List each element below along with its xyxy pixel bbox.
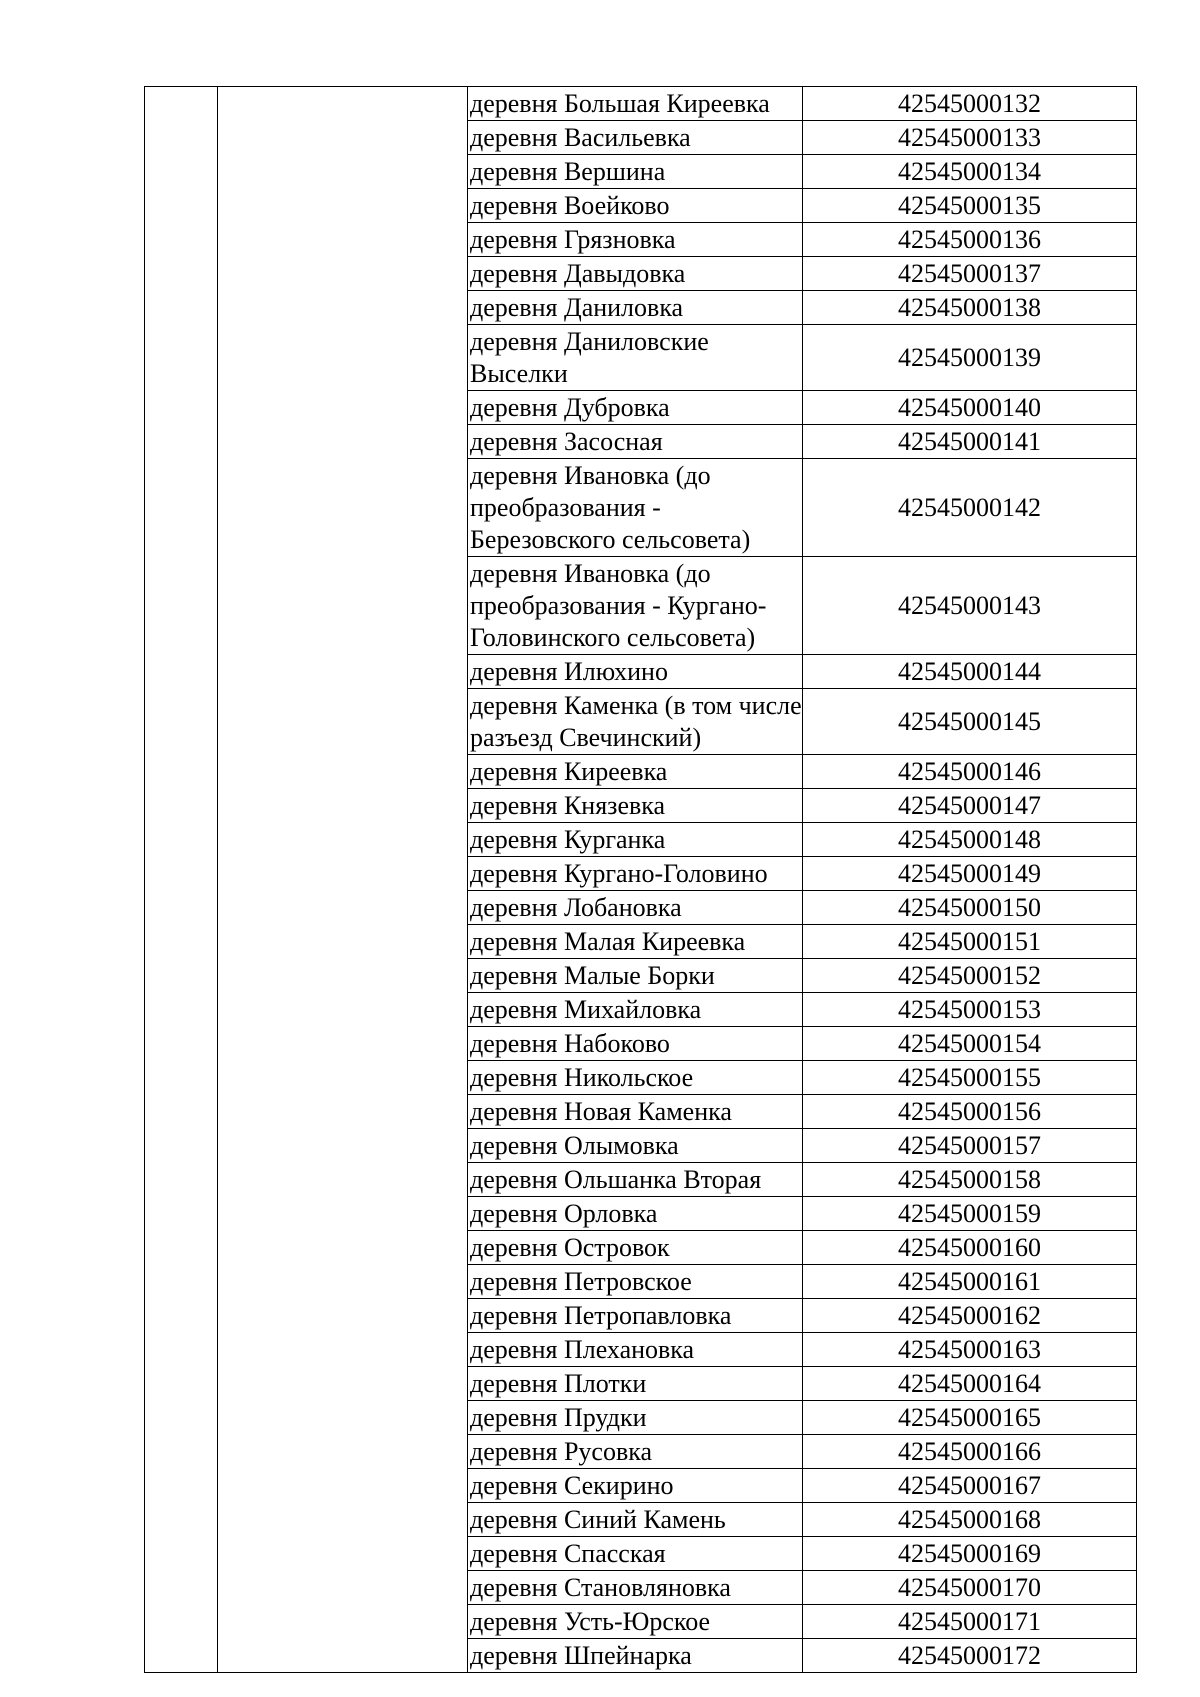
settlement-name-cell: деревня Вершина [468, 155, 803, 189]
oktmo-code-cell: 42545000141 [803, 425, 1137, 459]
settlement-name-cell: деревня Большая Киреевка [468, 87, 803, 121]
empty-number-column [145, 87, 218, 1673]
settlement-name-cell: деревня Петровское [468, 1265, 803, 1299]
settlement-name-cell: деревня Засосная [468, 425, 803, 459]
settlement-name-cell: деревня Орловка [468, 1197, 803, 1231]
oktmo-code-cell: 42545000165 [803, 1401, 1137, 1435]
settlement-name-cell: деревня Воейково [468, 189, 803, 223]
settlements-table [144, 86, 1137, 1673]
oktmo-code-cell: 42545000148 [803, 823, 1137, 857]
settlement-name-cell: деревня Секирино [468, 1469, 803, 1503]
oktmo-code-cell: 42545000162 [803, 1299, 1137, 1333]
oktmo-code-cell: 42545000155 [803, 1061, 1137, 1095]
settlement-name-cell: деревня Курганка [468, 823, 803, 857]
table-body [145, 87, 1137, 1673]
settlement-name-cell: деревня Спасская [468, 1537, 803, 1571]
oktmo-code-cell: 42545000170 [803, 1571, 1137, 1605]
oktmo-code-cell: 42545000135 [803, 189, 1137, 223]
settlement-name-cell: деревня Русовка [468, 1435, 803, 1469]
oktmo-code-cell: 42545000136 [803, 223, 1137, 257]
settlement-name-cell: деревня Грязновка [468, 223, 803, 257]
settlement-name-cell: деревня Становляновка [468, 1571, 803, 1605]
oktmo-code-cell: 42545000139 [803, 325, 1137, 391]
oktmo-code-cell: 42545000160 [803, 1231, 1137, 1265]
oktmo-code-cell: 42545000144 [803, 655, 1137, 689]
settlement-name-cell: деревня Ольшанка Вторая [468, 1163, 803, 1197]
oktmo-code-cell: 42545000167 [803, 1469, 1137, 1503]
oktmo-code-cell: 42545000153 [803, 993, 1137, 1027]
settlement-name-cell: деревня Лобановка [468, 891, 803, 925]
oktmo-code-cell: 42545000140 [803, 391, 1137, 425]
table-row [145, 87, 1137, 121]
oktmo-code-cell: 42545000158 [803, 1163, 1137, 1197]
oktmo-code-cell: 42545000143 [803, 557, 1137, 655]
settlement-name-cell: деревня Синий Камень [468, 1503, 803, 1537]
oktmo-code-cell: 42545000134 [803, 155, 1137, 189]
settlement-name-cell: деревня Прудки [468, 1401, 803, 1435]
oktmo-code-cell: 42545000166 [803, 1435, 1137, 1469]
settlement-name-cell: деревня Давыдовка [468, 257, 803, 291]
settlement-name-cell: деревня Островок [468, 1231, 803, 1265]
oktmo-code-cell: 42545000159 [803, 1197, 1137, 1231]
oktmo-code-cell: 42545000133 [803, 121, 1137, 155]
oktmo-code-cell: 42545000146 [803, 755, 1137, 789]
settlement-name-cell: деревня Набоково [468, 1027, 803, 1061]
oktmo-code-cell: 42545000164 [803, 1367, 1137, 1401]
oktmo-code-cell: 42545000161 [803, 1265, 1137, 1299]
settlement-name-cell: деревня Илюхино [468, 655, 803, 689]
settlement-name-cell: деревня Новая Каменка [468, 1095, 803, 1129]
settlement-name-cell: деревня Плотки [468, 1367, 803, 1401]
settlement-name-cell: деревня Петропавловка [468, 1299, 803, 1333]
settlement-name-cell: деревня Малая Киреевка [468, 925, 803, 959]
settlement-name-cell: деревня Киреевка [468, 755, 803, 789]
settlement-name-cell: деревня Малые Борки [468, 959, 803, 993]
oktmo-code-cell: 42545000142 [803, 459, 1137, 557]
settlement-name-cell: деревня Васильевка [468, 121, 803, 155]
settlement-name-cell: деревня Михайловка [468, 993, 803, 1027]
oktmo-code-cell: 42545000138 [803, 291, 1137, 325]
settlement-name-cell: деревня Никольское [468, 1061, 803, 1095]
oktmo-code-cell: 42545000132 [803, 87, 1137, 121]
oktmo-code-cell: 42545000163 [803, 1333, 1137, 1367]
oktmo-code-cell: 42545000171 [803, 1605, 1137, 1639]
settlement-name-cell: деревня Даниловские Выселки [468, 325, 803, 391]
oktmo-code-cell: 42545000154 [803, 1027, 1137, 1061]
settlement-name-cell: деревня Ивановка (до преобразования - Кургано-Головинского сельсовета) [468, 557, 803, 655]
settlement-name-cell: деревня Даниловка [468, 291, 803, 325]
oktmo-code-cell: 42545000172 [803, 1639, 1137, 1673]
oktmo-code-cell: 42545000150 [803, 891, 1137, 925]
oktmo-code-cell: 42545000149 [803, 857, 1137, 891]
oktmo-code-cell: 42545000169 [803, 1537, 1137, 1571]
settlement-name-cell: деревня Олымовка [468, 1129, 803, 1163]
settlement-name-cell: деревня Шпейнарка [468, 1639, 803, 1673]
oktmo-code-cell: 42545000156 [803, 1095, 1137, 1129]
settlement-name-cell: деревня Кургано-Головино [468, 857, 803, 891]
oktmo-code-cell: 42545000137 [803, 257, 1137, 291]
settlement-name-cell: деревня Ивановка (до преобразования - Березовского сельсовета) [468, 459, 803, 557]
settlement-name-cell: деревня Дубровка [468, 391, 803, 425]
oktmo-code-cell: 42545000151 [803, 925, 1137, 959]
settlement-name-cell: деревня Князевка [468, 789, 803, 823]
oktmo-code-cell: 42545000147 [803, 789, 1137, 823]
empty-municipality-column [218, 87, 468, 1673]
settlement-name-cell: деревня Усть-Юрское [468, 1605, 803, 1639]
oktmo-code-cell: 42545000152 [803, 959, 1137, 993]
settlement-name-cell: деревня Плехановка [468, 1333, 803, 1367]
oktmo-code-cell: 42545000157 [803, 1129, 1137, 1163]
oktmo-code-cell: 42545000168 [803, 1503, 1137, 1537]
settlement-name-cell: деревня Каменка (в том числе разъезд Свечинский) [468, 689, 803, 755]
oktmo-code-cell: 42545000145 [803, 689, 1137, 755]
